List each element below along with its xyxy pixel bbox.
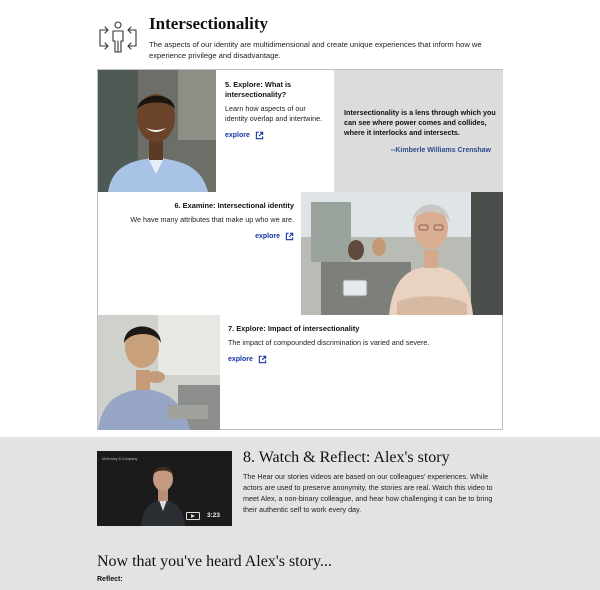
card-6-text — [108, 201, 294, 243]
card-7-explore-link[interactable] — [228, 355, 267, 364]
card-5-text — [225, 80, 325, 142]
card-5-photo — [98, 70, 216, 192]
card-5-description: Learn how aspects of our identity overlap and intertwine. — [225, 104, 323, 123]
card-5-explore-label: explore — [225, 132, 250, 139]
play-icon[interactable] — [186, 512, 200, 520]
card-6-photo — [301, 192, 503, 315]
card-6-explore-label: explore — [255, 233, 280, 240]
video-player[interactable] — [97, 451, 232, 526]
topic-grid — [97, 69, 503, 430]
video-logo: McKinsey & Company — [102, 457, 138, 461]
external-link-icon — [255, 131, 264, 140]
card-5-explore-link[interactable] — [225, 131, 264, 140]
reflect-label: Reflect: — [97, 576, 123, 583]
card-7-text — [228, 324, 496, 366]
card-7-title: 7. Explore: Impact of intersectionality — [228, 324, 360, 333]
quote-box — [334, 70, 503, 192]
reflect-heading: Now that you've heard Alex's story... — [97, 553, 332, 570]
video-duration: 3:23 — [207, 512, 221, 519]
card-7-photo — [98, 315, 220, 430]
quote-text: Intersectionality is a lens through which you can see where power comes and collides, where it interlocks and intersects. — [344, 108, 496, 137]
people-network-icon — [98, 18, 138, 58]
page-title: Intersectionality — [149, 14, 268, 33]
card-6-title: 6. Examine: Intersectional identity — [174, 201, 294, 210]
video-description: The Hear our stories videos are based on our colleagues' experiences. While actors are used to preserve anonymity, the stories are real. Watch this video to meet Alex, a non-binary colleague, and hear how challenging it can be to bring their authentic self to work every day. — [243, 472, 493, 514]
external-link-icon — [285, 232, 294, 241]
card-6-explore-link[interactable] — [255, 232, 294, 241]
page-description: The aspects of our identity are multidimensional and create unique experiences that inform how we experience privilege and disadvantage. — [149, 40, 482, 60]
card-5-title: 5. Explore: What is intersectionality? — [225, 80, 292, 99]
card-7-explore-label: explore — [228, 356, 253, 363]
external-link-icon — [258, 355, 267, 364]
quote-author: --Kimberle Williams Crenshaw — [390, 147, 491, 154]
card-7-description: The impact of compounded discrimination is varied and severe. — [228, 338, 430, 347]
video-title: 8. Watch & Reflect: Alex's story — [243, 449, 450, 466]
card-6-description: We have many attributes that make up who we are. — [130, 215, 294, 224]
